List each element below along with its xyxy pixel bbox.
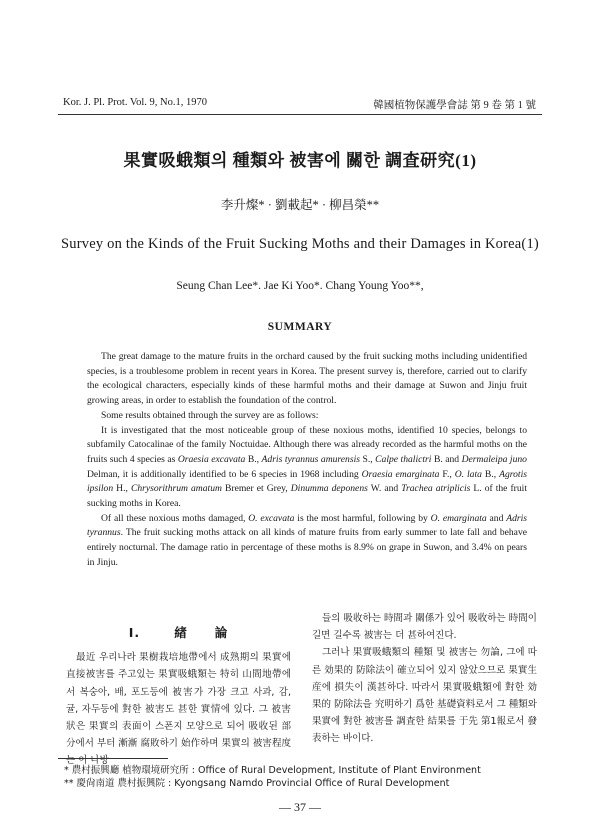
species-name: O. lata xyxy=(454,468,482,480)
authors-korean: 李升燦* · 劉載起* · 柳昌榮** xyxy=(220,198,380,212)
species-name: O. emarginata xyxy=(430,512,487,524)
species-name: Chrysorithrum amatum xyxy=(130,483,222,495)
species-name: O. excavata xyxy=(248,512,295,524)
text: is the most harmful, following by xyxy=(294,512,431,524)
summary-text xyxy=(87,350,527,571)
species-name: Dinumma deponens xyxy=(290,483,368,495)
species-name: Adris tyrannus amurensis xyxy=(261,453,360,465)
text: Delman, it is additionally identified to be 6 species in 1968 including xyxy=(87,468,362,480)
text: L. of the fruit sucking moths in Korea. xyxy=(87,483,527,510)
text: B. and xyxy=(431,453,462,465)
species-name: Calpe thalictri xyxy=(375,453,432,465)
body-column-left xyxy=(66,610,291,770)
summary-heading: SUMMARY xyxy=(267,321,333,333)
section-number: I. xyxy=(128,625,141,640)
header-rule xyxy=(58,114,542,115)
species-name: Adris tyrannus xyxy=(87,512,527,539)
text: . The fruit sucking moths attack on all kinds of mature fruits from early summer to late fall and behave entirely nocturnal. The damage ratio in percentage of these moths is 8.9% on grape in Suwon, and 3.4% on pears in Jinju. xyxy=(87,527,527,568)
species-name: Oraesia excavata xyxy=(177,453,246,465)
introduction-paragraph: 最近 우리나라 果樹栽培地帶에서 成熟期의 果實에 直接被害를 주고있는 果實吸蛾類는 特히 山間地帶에서 복숭아, 배, 포도등에 被害가 가장 크고 사과, 감, 귤, 자두등에 對한 被害도 甚한 實情에 있다. 그 被害狀은 果實의 表面이 스폰지 모양으로 되어 吸收된 部分에서 부터 漸漸 腐敗하기 始作하며 果實의 被害程度는 이 나방 xyxy=(66,652,291,767)
authors-english: Seung Chan Lee*. Jae Ki Yoo*. Chang Young Yoo**, xyxy=(176,280,424,292)
journal-citation: Kor. J. Pl. Prot. Vol. 9, No.1, 1970 xyxy=(63,97,208,108)
right-paragraph-2: 그러나 果實吸蛾類의 種類 및 被害는 勿論, 그에 따른 効果的 防除法이 確立되어 있지 않았으므로 果實生産에 損失이 漢甚하다. 따라서 果實吸蛾類에 對한 効果的 防除法을 究明하기 爲한 基礎資料로서 그 種類와 果實에 對한 被害를 調査한 結果를 于先 第1報로서 發表하는 바이다. xyxy=(312,647,537,745)
species-name: Dermaleipa juno xyxy=(461,453,527,465)
body-column-right xyxy=(312,610,537,748)
text: Of all these noxious moths damaged, xyxy=(101,512,249,524)
text: Bremer et Grey, xyxy=(221,483,291,495)
text: B., xyxy=(245,453,262,465)
text: B., xyxy=(481,468,500,480)
text: H., xyxy=(113,483,131,495)
journal-title-korean: 韓國植物保護學會誌 第 9 卷 第 1 號 xyxy=(373,100,536,111)
text: It is investigated that the most noticeable group of these noxious moths, identified 10 species, belongs to subfamily Catocalinae of the family Noctuidae. Although there was already recorded as the harmful moths on the fruits such 4 species as xyxy=(87,424,527,465)
section-title: 緖 論 xyxy=(174,625,229,640)
summary-paragraph-3 xyxy=(87,424,527,512)
footnotes xyxy=(64,764,481,790)
species-name: Trachea atriplicis xyxy=(401,483,471,495)
footnote-2: ** 慶尙南道 農村振興院 : Kyongsang Namdo Provincial Office of Rural Development xyxy=(64,778,450,789)
summary-paragraph-4 xyxy=(87,512,527,571)
summary-paragraph-2: Some results obtained through the survey are as follows: xyxy=(101,409,319,421)
title-english: Survey on the Kinds of the Fruit Sucking Moths and their Damages in Korea(1) xyxy=(61,236,539,252)
text: and xyxy=(486,512,507,524)
title-korean: 果實吸蛾類의 種類와 被害에 關한 調査研究(1) xyxy=(123,151,477,170)
footnote-1: * 農村振興廳 植物環境研究所 : Office of Rural Development, Institute of Plant Environment xyxy=(64,765,481,776)
section-heading-introduction xyxy=(66,624,291,641)
species-name: Agrotis ipsilon xyxy=(87,468,527,495)
page-number: — 37 — xyxy=(279,800,321,814)
summary-paragraph-1: The great damage to the mature fruits in the orchard caused by the fruit sucking moths including unidentified species, is a troublesome problem in recent years in Korea. The present survey is, therefore, carried out to clarify the ecological characters, especially kinds of these harmful moths and their damage at Suwon and Jinju fruit growing areas, in order to establish the foundation of the control. xyxy=(87,351,527,407)
text: S., xyxy=(359,453,376,465)
text: F., xyxy=(439,468,455,480)
footnote-rule xyxy=(58,758,168,759)
text: W. and xyxy=(367,483,402,495)
right-paragraph-1: 들의 吸收하는 時間과 關係가 있어 吸收하는 時間이 길면 길수록 被害는 더 甚하여진다. xyxy=(312,613,537,642)
species-name: Oraesia emarginata xyxy=(361,468,440,480)
